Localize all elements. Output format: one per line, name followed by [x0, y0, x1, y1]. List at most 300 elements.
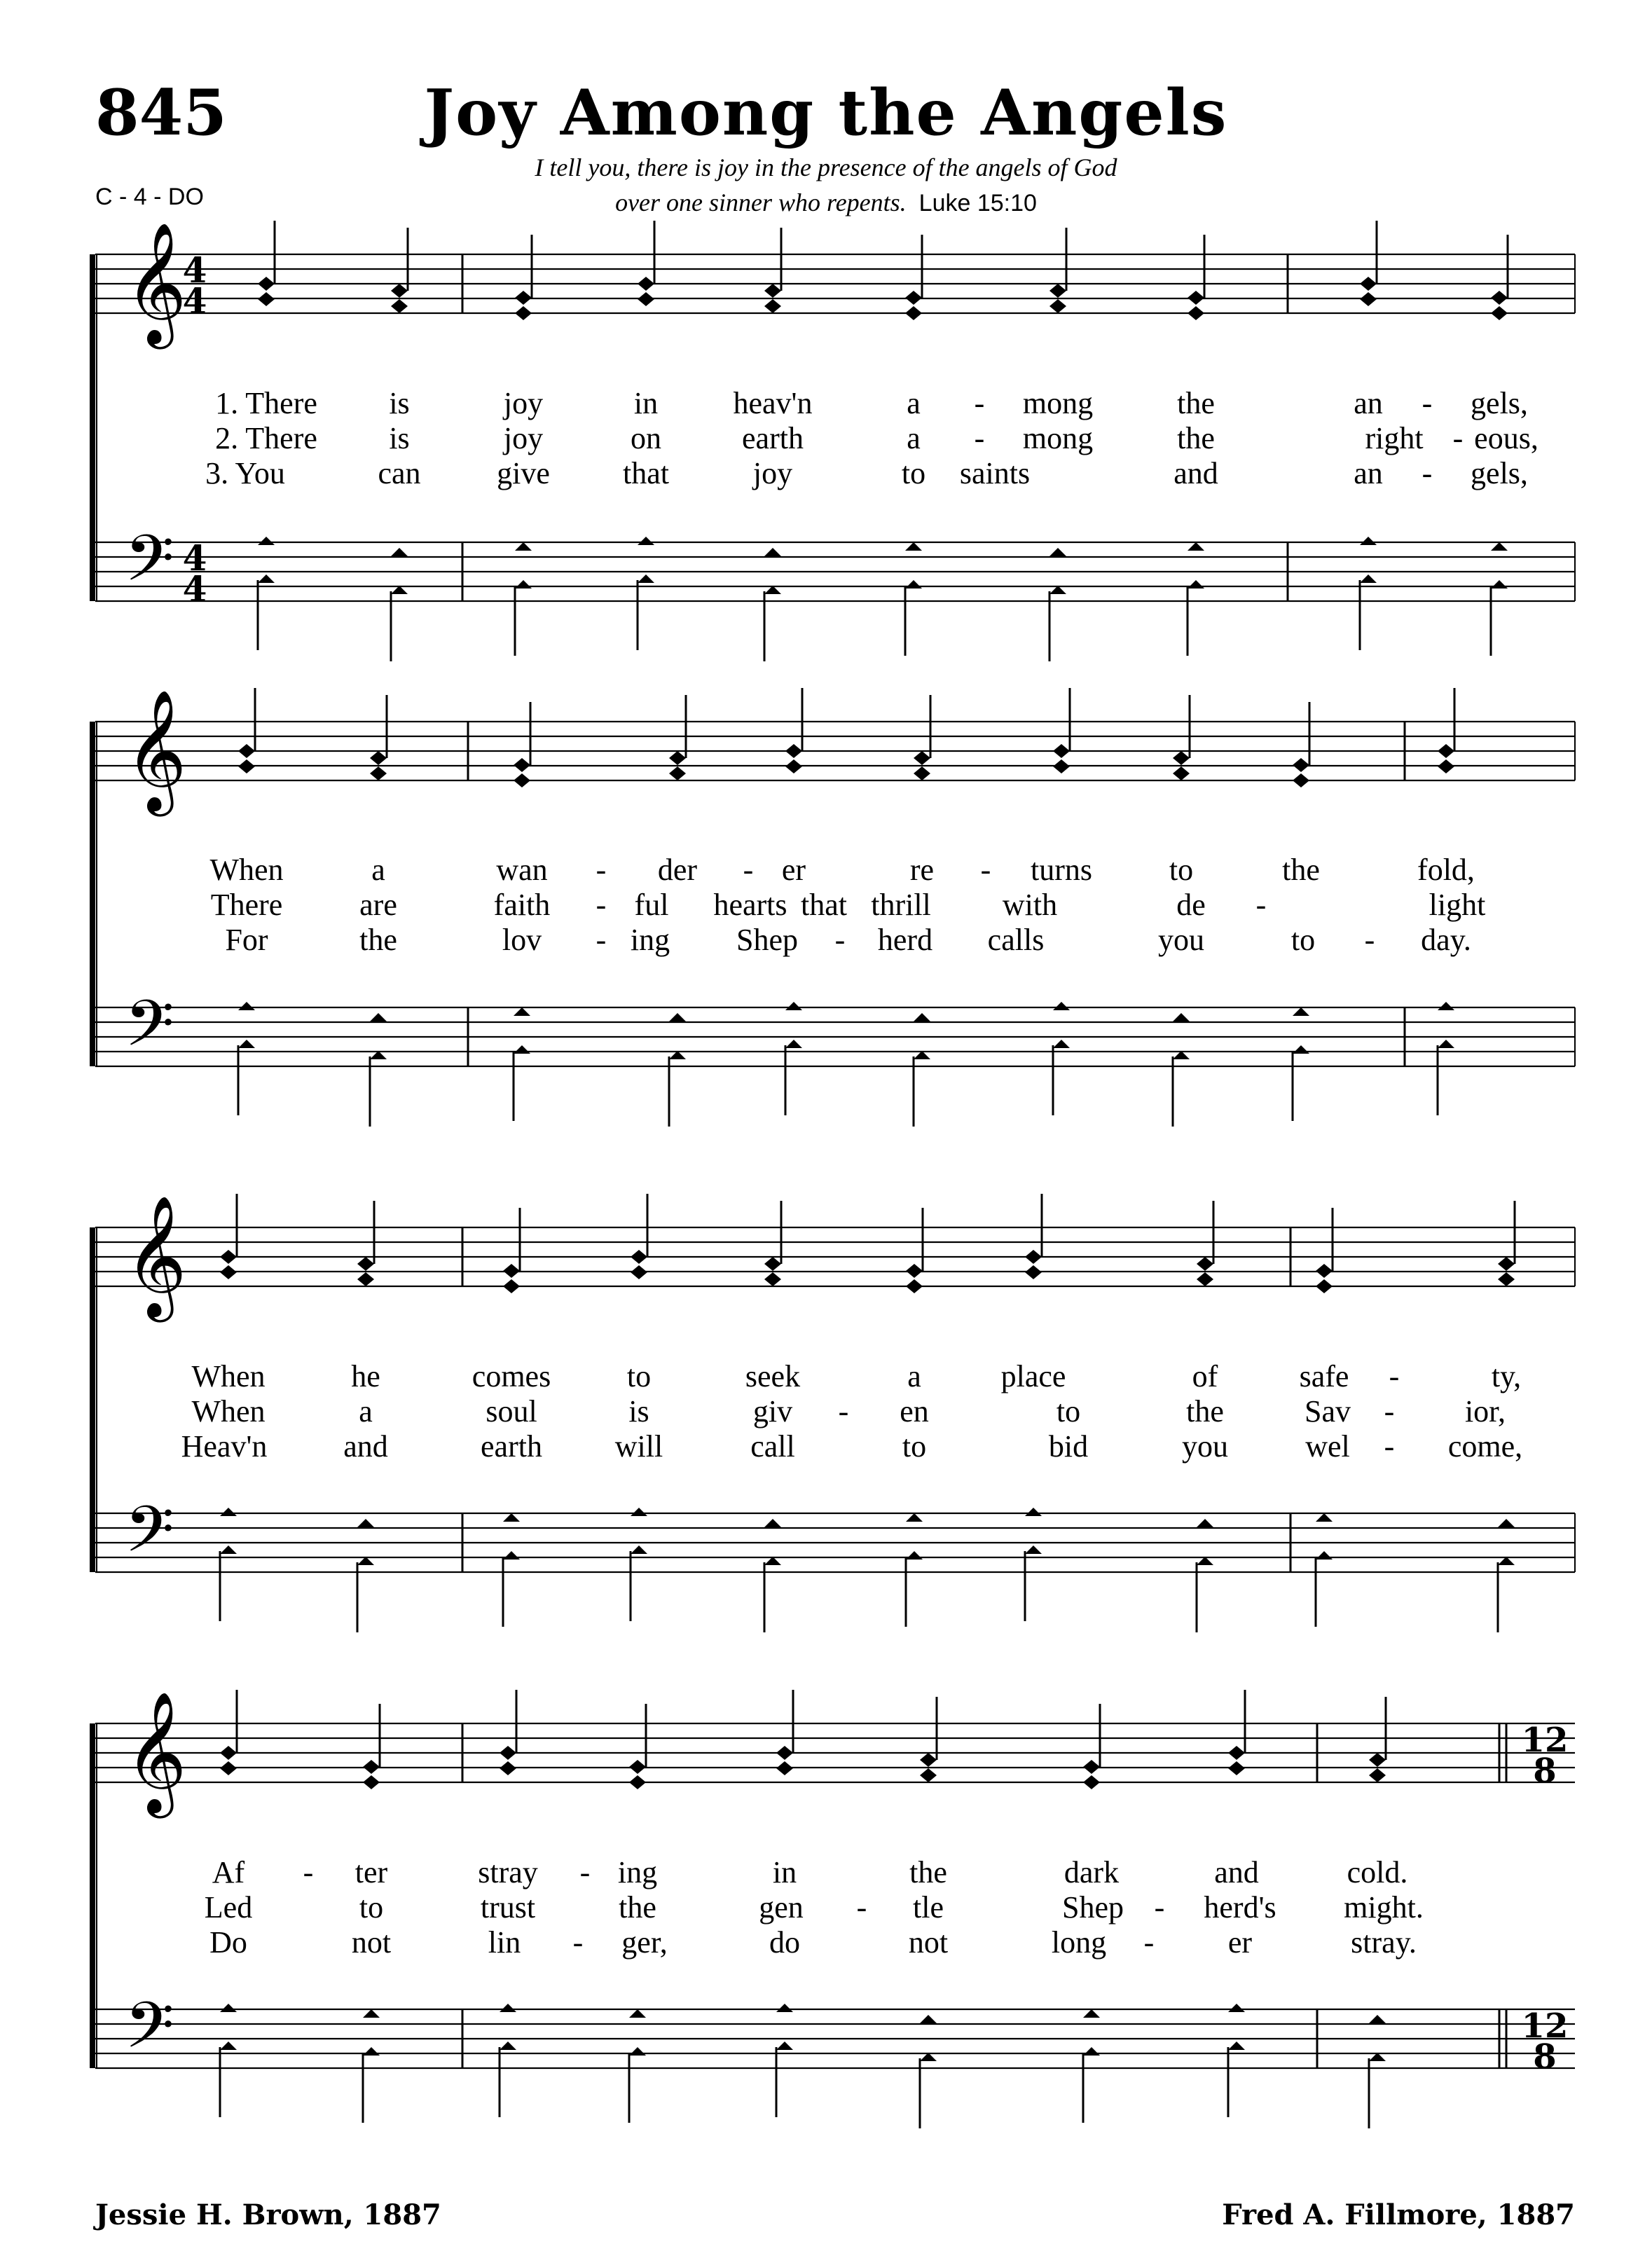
lyric-syllable: -: [1384, 1394, 1395, 1428]
note-head: [905, 542, 922, 551]
lyric-syllable: 3. You: [205, 456, 285, 490]
lyric-syllable: heav'n: [733, 386, 813, 420]
note-head: [1438, 744, 1454, 758]
note-head: [391, 548, 408, 556]
lyric-syllable: cold.: [1347, 1855, 1408, 1889]
note-head: [1083, 1760, 1100, 1774]
lyric-syllable: -: [1422, 386, 1433, 420]
lyric-syllable: a: [359, 1394, 373, 1428]
bass-clef-icon: 𝄢: [125, 1988, 174, 2078]
lyric-syllable: that: [623, 456, 669, 490]
lyric-syllable: -: [974, 421, 985, 455]
note-head: [363, 1775, 380, 1789]
note-head: [515, 291, 532, 305]
time-signature-bottom: 8: [1533, 2037, 1557, 2077]
lyric-syllable: safe: [1299, 1359, 1349, 1393]
note-head: [764, 1519, 781, 1527]
note-head: [1491, 542, 1508, 551]
lyric-syllable: er: [1227, 1925, 1253, 1960]
lyric-syllable: comes: [471, 1359, 551, 1393]
lyric-syllable: not: [908, 1925, 949, 1960]
lyric-syllable: right: [1365, 421, 1424, 455]
note-head: [220, 1746, 237, 1760]
lyric-syllable: come,: [1447, 1429, 1523, 1464]
note-head: [1188, 542, 1204, 551]
note-head: [1083, 1775, 1100, 1789]
note-head: [1491, 291, 1508, 305]
scripture-reference: Luke 15:10: [918, 190, 1037, 216]
note-head: [1438, 759, 1454, 773]
lyric-syllable: do: [769, 1925, 800, 1960]
note-head: [363, 1760, 380, 1774]
lyric-syllable: When: [209, 853, 284, 887]
lyric-syllable: mong: [1022, 386, 1094, 420]
note-head: [1316, 1551, 1333, 1560]
lyric-syllable: mong: [1022, 421, 1094, 455]
lyric-syllable: turns: [1031, 853, 1092, 887]
lyric-syllable: -: [596, 853, 607, 887]
lyric-syllable: lov: [502, 923, 542, 957]
note-head: [1025, 1508, 1042, 1516]
lyric-syllable: herd's: [1204, 1890, 1276, 1925]
lyric-syllable: ful: [634, 888, 669, 922]
lyric-syllable: When: [191, 1394, 266, 1428]
note-head: [920, 1768, 937, 1782]
key-info: C - 4 - DO: [95, 184, 204, 210]
lyric-syllable: you: [1182, 1429, 1228, 1464]
lyric-syllable: Led: [204, 1890, 253, 1925]
lyric-syllable: might.: [1344, 1890, 1424, 1925]
note-head: [776, 1746, 793, 1760]
lyric-syllable: hearts: [713, 888, 787, 922]
lyric-syllable: de: [1176, 888, 1206, 922]
note-head: [500, 2004, 516, 2012]
note-head: [370, 766, 387, 780]
note-head: [764, 284, 781, 298]
note-head: [1049, 284, 1066, 298]
note-head: [363, 2009, 380, 2018]
note-head: [638, 292, 654, 306]
note-head: [1293, 758, 1309, 772]
note-head: [764, 1272, 781, 1286]
note-head: [503, 1513, 520, 1522]
note-head: [1053, 744, 1070, 758]
lyric-syllable: on: [631, 421, 661, 455]
note-head: [764, 1257, 781, 1271]
note-head: [514, 1007, 530, 1016]
note-head: [1197, 1519, 1213, 1527]
lyric-syllable: the: [1186, 1394, 1224, 1428]
lyric-syllable: light: [1429, 888, 1486, 922]
note-head: [220, 1250, 237, 1264]
note-head: [503, 1264, 520, 1278]
note-head: [638, 537, 654, 545]
lyric-syllable: -: [834, 923, 846, 957]
note-head: [500, 1746, 516, 1760]
note-head: [220, 1265, 237, 1279]
note-head: [669, 751, 686, 765]
note-head: [914, 766, 930, 780]
lyric-syllable: herd: [877, 923, 933, 957]
note-head: [1197, 1272, 1213, 1286]
lyric-syllable: ior,: [1464, 1394, 1506, 1428]
lyric-syllable: a: [907, 386, 921, 420]
note-head: [258, 574, 275, 583]
note-head: [906, 1264, 923, 1278]
note-head: [514, 758, 530, 772]
lyric-syllable: joy: [503, 421, 544, 455]
lyric-syllable: 1. There: [215, 386, 317, 420]
lyric-syllable: joy: [752, 456, 793, 490]
note-head: [1188, 291, 1204, 305]
lyric-syllable: For: [225, 923, 268, 957]
lyric-syllable: stray.: [1351, 1925, 1417, 1960]
note-head: [906, 1279, 923, 1293]
note-head: [500, 1761, 516, 1775]
lyric-syllable: to: [1290, 923, 1316, 957]
lyric-syllable: er: [781, 853, 806, 887]
lyric-syllable: and: [1173, 456, 1218, 490]
lyric-syllable: the: [909, 1855, 947, 1889]
note-head: [258, 537, 275, 545]
lyric-syllable: joy: [503, 386, 544, 420]
lyric-syllable: is: [389, 421, 410, 455]
lyric-syllable: the: [1177, 386, 1215, 420]
lyric-syllable: -: [838, 1394, 849, 1428]
note-head: [220, 1508, 237, 1516]
lyric-syllable: gen: [759, 1890, 804, 1925]
lyric-syllable: -: [980, 853, 991, 887]
time-signature-bottom: 4: [182, 568, 207, 610]
note-head: [669, 766, 686, 780]
lyric-syllable: place: [1000, 1359, 1066, 1393]
note-head: [764, 299, 781, 313]
lyric-syllable: -: [856, 1890, 867, 1925]
system-brace: [90, 1723, 95, 2068]
lyric-syllable: to: [902, 1429, 927, 1464]
lyric-syllable: to: [1169, 853, 1194, 887]
lyric-syllable: a: [371, 853, 385, 887]
lyric-syllable: not: [351, 1925, 392, 1960]
note-head: [629, 1775, 646, 1789]
time-signature-bottom: 8: [1533, 1751, 1557, 1791]
note-head: [503, 1551, 520, 1560]
note-head: [238, 759, 255, 773]
note-head: [357, 1272, 374, 1286]
lyric-syllable: dark: [1064, 1855, 1120, 1889]
note-head: [785, 1002, 802, 1010]
lyric-syllable: faith: [493, 888, 551, 922]
time-signature-bottom: 4: [182, 280, 207, 322]
treble-clef-icon: 𝄞: [125, 689, 187, 811]
lyric-syllable: -: [974, 386, 985, 420]
lyric-syllable: in: [772, 1855, 797, 1889]
note-head: [785, 759, 802, 773]
lyric-syllable: -: [743, 853, 754, 887]
note-head: [905, 306, 922, 320]
lyric-syllable: earth: [742, 421, 804, 455]
lyric-syllable: a: [907, 421, 921, 455]
lyric-syllable: long: [1051, 1925, 1107, 1960]
lyric-syllable: eous,: [1474, 421, 1539, 455]
note-head: [1293, 1045, 1309, 1054]
note-head: [905, 580, 922, 588]
note-head: [357, 1519, 374, 1527]
lyric-syllable: bid: [1048, 1429, 1089, 1464]
note-head: [503, 1279, 520, 1293]
lyric-syllable: call: [750, 1429, 795, 1464]
note-head: [1228, 1746, 1245, 1760]
note-head: [500, 2042, 516, 2050]
note-head: [1316, 1279, 1333, 1293]
note-head: [1228, 2042, 1245, 2050]
note-head: [1049, 299, 1066, 313]
lyric-syllable: calls: [987, 923, 1045, 957]
note-head: [914, 751, 930, 765]
lyric-syllable: is: [628, 1394, 649, 1428]
note-head: [785, 744, 802, 758]
hymn-title: Joy Among the Angels: [424, 76, 1228, 150]
note-head: [1025, 1545, 1042, 1554]
note-head: [776, 1761, 793, 1775]
note-head: [1197, 1257, 1213, 1271]
note-head: [1053, 1040, 1070, 1048]
note-head: [1228, 1761, 1245, 1775]
note-head: [631, 1508, 647, 1516]
lyric-syllable: Af: [212, 1855, 245, 1889]
note-head: [1316, 1264, 1333, 1278]
lyric-syllable: give: [497, 456, 550, 490]
lyric-syllable: -: [1364, 923, 1375, 957]
note-head: [629, 1760, 646, 1774]
note-head: [391, 284, 408, 298]
note-head: [1293, 1007, 1309, 1016]
note-head: [1228, 2004, 1245, 2012]
note-head: [631, 1265, 647, 1279]
time-signature-top: 4: [182, 249, 207, 291]
note-head: [1498, 1272, 1515, 1286]
epigraph-line-1: I tell you, there is joy in the presence of the angels of God: [535, 153, 1117, 181]
note-head: [1360, 277, 1377, 291]
lyric-syllable: the: [359, 923, 397, 957]
bass-clef-icon: 𝄢: [125, 521, 174, 611]
note-head: [514, 1045, 530, 1054]
note-head: [776, 2042, 793, 2050]
note-head: [1173, 766, 1190, 780]
note-head: [914, 1013, 930, 1021]
lyric-syllable: an: [1354, 456, 1383, 490]
lyric-syllable: gels,: [1471, 386, 1528, 420]
treble-clef-icon: 𝄞: [125, 1195, 187, 1317]
lyric-syllable: Sav: [1305, 1394, 1351, 1428]
lyric-syllable: ing: [630, 923, 670, 957]
lyric-syllable: can: [378, 456, 421, 490]
note-head: [1498, 1519, 1515, 1527]
note-head: [515, 580, 532, 588]
lyric-syllable: trust: [480, 1890, 536, 1925]
lyric-syllable: -: [596, 888, 607, 922]
lyric-syllable: seek: [745, 1359, 801, 1393]
lyric-syllable: der: [657, 853, 698, 887]
note-head: [1083, 2047, 1100, 2056]
note-head: [258, 292, 275, 306]
note-head: [1369, 2015, 1386, 2023]
note-head: [638, 277, 654, 291]
note-head: [357, 1257, 374, 1271]
lyric-syllable: to: [626, 1359, 652, 1393]
lyric-syllable: ger,: [621, 1925, 668, 1960]
lyric-syllable: tle: [913, 1890, 944, 1925]
note-head: [906, 1551, 923, 1560]
note-head: [920, 2015, 937, 2023]
note-head: [1438, 1002, 1454, 1010]
lyric-syllable: with: [1002, 888, 1058, 922]
note-head: [1173, 751, 1190, 765]
lyric-syllable: that: [801, 888, 847, 922]
time-signature-top: 12: [1521, 2006, 1569, 2046]
system-brace: [90, 1227, 95, 1572]
note-head: [515, 306, 532, 320]
note-head: [638, 574, 654, 583]
lyric-syllable: is: [389, 386, 410, 420]
lyric-syllable: -: [1452, 421, 1464, 455]
note-head: [1083, 2009, 1100, 2018]
note-head: [785, 1040, 802, 1048]
note-head: [1025, 1265, 1042, 1279]
lyric-syllable: he: [351, 1359, 380, 1393]
note-head: [905, 291, 922, 305]
note-head: [920, 1753, 937, 1767]
note-head: [1360, 292, 1377, 306]
lyric-syllable: to: [1056, 1394, 1081, 1428]
lyric-syllable: ter: [355, 1855, 388, 1889]
note-head: [1053, 1002, 1070, 1010]
lyric-syllable: There: [210, 888, 283, 922]
system-brace: [90, 722, 95, 1066]
note-head: [1491, 580, 1508, 588]
note-head: [370, 751, 387, 765]
note-head: [1188, 306, 1204, 320]
note-head: [1360, 537, 1377, 545]
note-head: [370, 1013, 387, 1021]
lyric-syllable: Shep: [736, 923, 798, 957]
epigraph-line-2-text: over one sinner who repents.: [615, 188, 907, 216]
note-head: [1498, 1257, 1515, 1271]
lyric-syllable: ing: [617, 1855, 658, 1889]
lyric-syllable: and: [1214, 1855, 1259, 1889]
note-head: [220, 2042, 237, 2050]
time-signature-top: 4: [182, 537, 207, 579]
lyric-syllable: -: [1143, 1925, 1155, 1960]
lyric-syllable: -: [1389, 1359, 1400, 1393]
lyric-syllable: 2. There: [215, 421, 317, 455]
note-head: [1188, 580, 1204, 588]
note-head: [220, 1761, 237, 1775]
lyric-syllable: the: [619, 1890, 656, 1925]
note-head: [238, 1040, 255, 1048]
lyric-syllable: -: [572, 1925, 584, 1960]
note-head: [764, 548, 781, 556]
note-head: [1316, 1513, 1333, 1522]
note-head: [1360, 574, 1377, 583]
lyric-syllable: of: [1192, 1359, 1218, 1393]
note-head: [220, 2004, 237, 2012]
lyric-syllable: the: [1282, 853, 1320, 887]
note-head: [258, 277, 275, 291]
note-head: [629, 2047, 646, 2056]
note-head: [514, 773, 530, 787]
lyric-syllable: to: [901, 456, 926, 490]
lyric-syllable: will: [614, 1429, 663, 1464]
note-head: [391, 299, 408, 313]
lyric-syllable: wan: [496, 853, 548, 887]
note-head: [1369, 1753, 1386, 1767]
note-head: [363, 2047, 380, 2056]
lyric-syllable: giv: [752, 1394, 793, 1428]
lyric-syllable: day.: [1421, 923, 1471, 957]
note-head: [629, 2009, 646, 2018]
note-head: [1025, 1250, 1042, 1264]
note-head: [1369, 1768, 1386, 1782]
lyric-syllable: lin: [488, 1925, 521, 1960]
note-head: [1491, 306, 1508, 320]
lyric-syllable: Heav'n: [181, 1429, 268, 1464]
bass-clef-icon: 𝄢: [125, 986, 174, 1076]
lyric-syllable: a: [907, 1359, 921, 1393]
note-head: [220, 1545, 237, 1554]
note-head: [1173, 1013, 1190, 1021]
lyric-syllable: earth: [481, 1429, 542, 1464]
lyric-syllable: Shep: [1062, 1890, 1124, 1925]
note-head: [776, 2004, 793, 2012]
lyricist-credit: Jessie H. Brown, 1887: [95, 2198, 441, 2231]
lyric-syllable: -: [1422, 456, 1433, 490]
note-head: [1293, 773, 1309, 787]
lyric-syllable: -: [1384, 1429, 1395, 1464]
lyric-syllable: and: [343, 1429, 388, 1464]
lyric-syllable: -: [596, 923, 607, 957]
lyric-syllable: stray: [478, 1855, 538, 1889]
system-brace: [90, 254, 95, 601]
note-head: [669, 1013, 686, 1021]
lyric-syllable: fold,: [1417, 853, 1475, 887]
lyric-syllable: wel: [1305, 1429, 1350, 1464]
note-head: [1049, 548, 1066, 556]
lyric-syllable: -: [1154, 1890, 1165, 1925]
time-signature-top: 12: [1521, 1721, 1569, 1760]
lyric-syllable: in: [633, 386, 659, 420]
composer-credit: Fred A. Fillmore, 1887: [1222, 2198, 1575, 2231]
lyric-syllable: you: [1158, 923, 1204, 957]
lyric-syllable: gels,: [1471, 456, 1528, 490]
lyric-syllable: -: [1255, 888, 1267, 922]
lyric-syllable: -: [579, 1855, 591, 1889]
lyric-syllable: an: [1354, 386, 1383, 420]
treble-clef-icon: 𝄞: [125, 222, 187, 344]
lyric-syllable: to: [359, 1890, 384, 1925]
lyric-syllable: en: [900, 1394, 929, 1428]
treble-clef-icon: 𝄞: [125, 1691, 187, 1813]
lyric-syllable: soul: [486, 1394, 537, 1428]
lyric-syllable: -: [303, 1855, 314, 1889]
note-head: [1053, 759, 1070, 773]
lyric-syllable: ty,: [1491, 1359, 1522, 1393]
lyric-syllable: thrill: [871, 888, 931, 922]
note-head: [1438, 1040, 1454, 1048]
note-head: [515, 542, 532, 551]
hymn-number: 845: [95, 76, 227, 150]
note-head: [238, 1002, 255, 1010]
